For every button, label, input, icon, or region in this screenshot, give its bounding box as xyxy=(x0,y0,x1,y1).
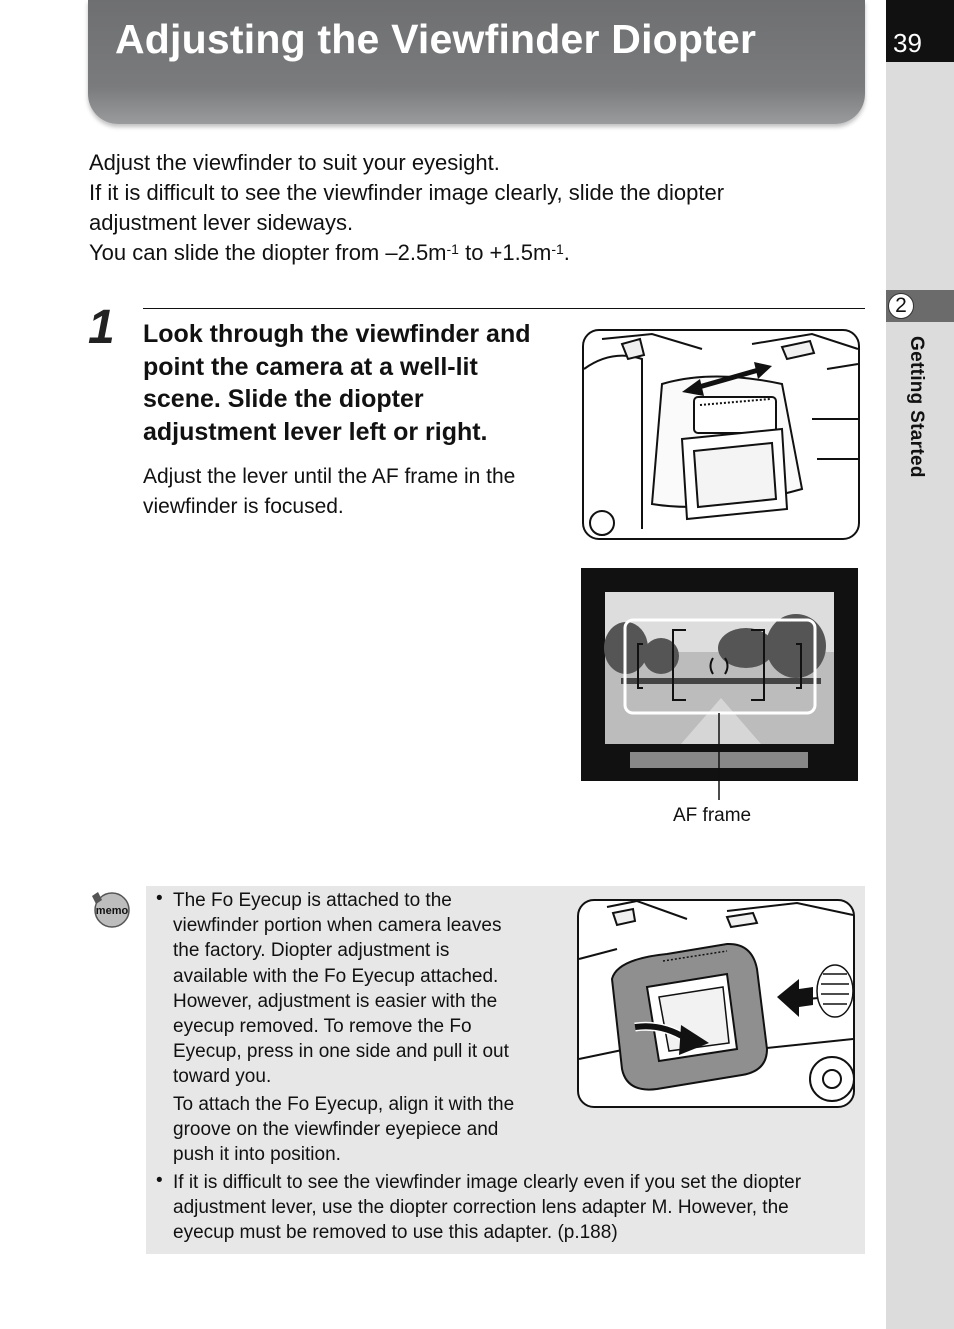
intro-line-3: adjustment lever sideways. xyxy=(89,210,354,235)
af-frame-label: AF frame xyxy=(673,805,752,826)
intro-line-2: If it is difficult to see the viewfinder image clearly, slide the diopter xyxy=(89,180,725,205)
page-number: 39 xyxy=(893,28,922,58)
chapter-title: Getting Started xyxy=(906,336,927,478)
page-title: Adjusting the Viewfinder Diopter xyxy=(115,16,757,62)
diopter-lever-illustration xyxy=(582,329,860,540)
memo-item-1: The Fo Eyecup is attached to the viewfinder portion when camera leaves the factory. Diopter adjustment is available with the Fo Eyecup attached. However, adjustment is easier with the eyecup removed. To remove the Fo Eyecup, press in one side and pull it out toward you. To attach the Fo Eyecup, align it with the groove on the viewfinder eyepiece and push it into position. xyxy=(173,890,515,1166)
intro-line-4: You can slide the diopter from $-2.5m^{-1}$ to $+1.5m^{-1}$. xyxy=(89,240,570,265)
svg-text:memo: memo xyxy=(95,905,129,917)
eyecup-removal-illustration xyxy=(577,899,855,1109)
memo-icon xyxy=(88,890,132,930)
memo-bullet-1: • xyxy=(156,888,163,909)
intro-line-1: Adjust the viewfinder to suit your eyesight. xyxy=(89,150,500,175)
memo-bullet-2: • xyxy=(156,1170,163,1191)
step-number: 1 xyxy=(88,301,115,354)
side-tab-strip xyxy=(886,0,954,1329)
step-divider xyxy=(143,308,865,309)
viewfinder-view-illustration xyxy=(581,568,858,804)
memo-item-2: If it is difficult to see the viewfinder image clearly even if you set the diopter adjustment lever, use the diopter correction lens adapter M. However, the eyecup must be removed to use this adapter. (p.188) xyxy=(173,1172,802,1244)
step-heading: Look through the viewfinder and point the camera at a well-lit scene. Slide the diopter adjustment lever left or right. xyxy=(143,320,531,446)
step-body: Adjust the lever until the AF frame in the viewfinder is focused. xyxy=(143,465,516,518)
chapter-number: 2 xyxy=(888,293,914,319)
